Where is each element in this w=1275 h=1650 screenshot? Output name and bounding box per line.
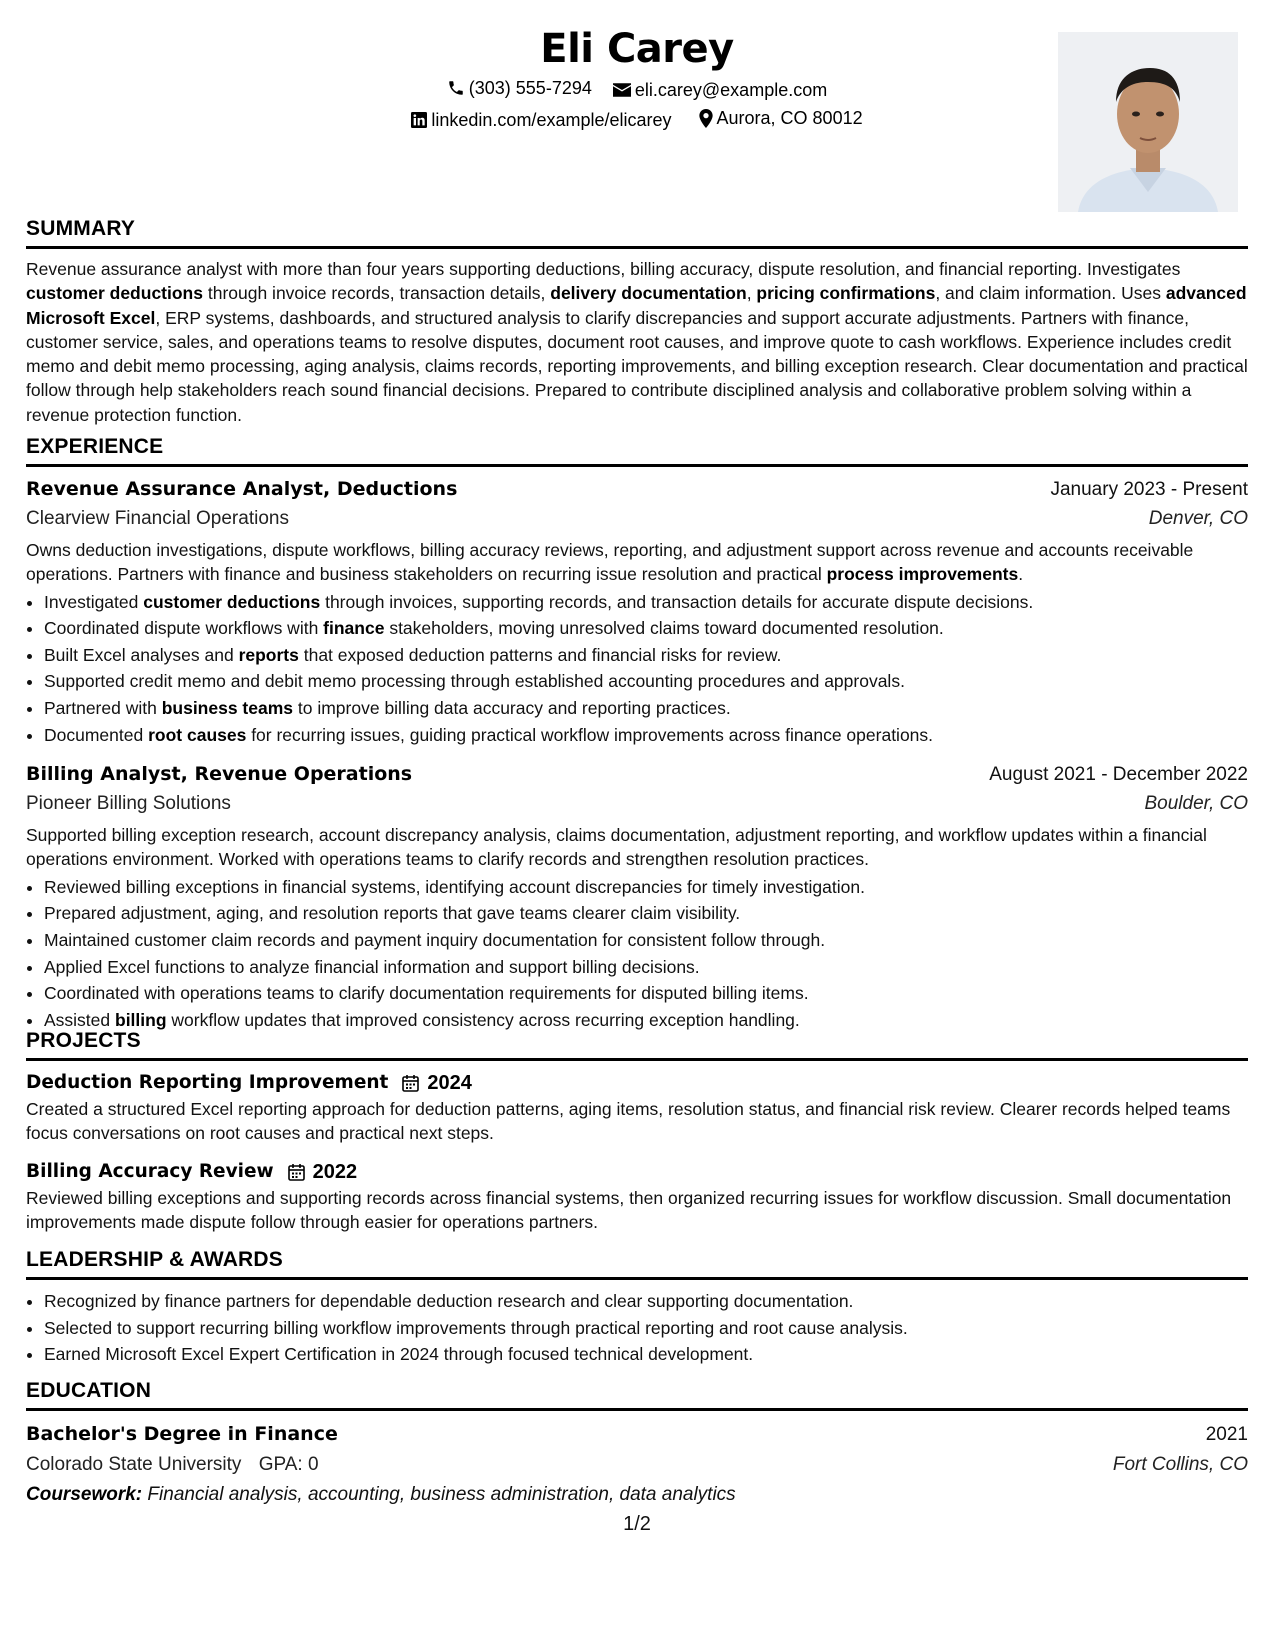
list-item — [44, 927, 1248, 954]
bold-text: business teams — [161, 697, 294, 718]
list-item — [44, 980, 1248, 1007]
text-segment: Investigated — [44, 591, 144, 612]
text-segment: Owns deduction investigations, dispute workflows, billing accuracy reviews, reporting, and adjustment support across revenue and accounts receivable operations. Partners with finance and business stakeholders on recurring issue resolution and practical — [26, 540, 1194, 585]
linkedin-icon — [411, 112, 427, 128]
text-segment: Assisted — [44, 1009, 115, 1030]
coursework-text: Financial analysis, accounting, business administration, data analytics — [147, 1484, 736, 1505]
list-item — [44, 900, 1248, 927]
bold-text: root causes — [148, 724, 247, 745]
project-entry — [26, 1158, 1248, 1235]
text-segment: that exposed deduction patterns and financial risks for review. — [298, 644, 782, 665]
experience-section — [26, 434, 1248, 1033]
job-dates: January 2023 - Present — [1050, 479, 1248, 500]
text-segment: Maintained customer claim records and payment inquiry documentation for consistent follow through. — [44, 929, 826, 950]
text-segment: Prepared adjustment, aging, and resolution reports that gave teams clearer claim visibility. — [44, 903, 741, 924]
location-text: Aurora, CO 80012 — [716, 108, 863, 128]
text-segment: , — [746, 283, 757, 304]
school-name: Colorado State University — [26, 1454, 242, 1475]
summary-section — [26, 216, 1248, 427]
list-item — [44, 695, 1248, 722]
job-entry — [26, 475, 1248, 748]
bold-text: customer deductions — [143, 591, 321, 612]
text-segment: stakeholders, moving unresolved claims toward documented resolution. — [384, 618, 944, 639]
summary-heading: SUMMARY — [26, 216, 1248, 249]
profile-photo — [1058, 32, 1238, 212]
page-number: 1/2 — [623, 1513, 651, 1535]
list-item — [44, 954, 1248, 981]
school-location: Fort Collins, CO — [1112, 1454, 1248, 1475]
text-segment: Supported billing exception research, account discrepancy analysis, claims documentation, adjustment reporting, and workflow updates within a financial operations environment. Worked with operations teams to clarify records and strengthen resolution practices. — [26, 825, 1207, 870]
job-title: Revenue Assurance Analyst, Deductions — [26, 478, 458, 500]
education-heading: EDUCATION — [26, 1378, 1248, 1411]
bold-text: delivery documentation — [550, 283, 747, 304]
text-segment: , and claim information. Uses — [935, 283, 1166, 304]
degree-name: Bachelor's Degree in Finance — [26, 1423, 338, 1445]
text-segment: Partnered with — [44, 697, 162, 718]
bold-text: advanced Microsoft Excel — [26, 283, 1247, 328]
list-item: • Selected to support recurring billing workflow improvements through practical reporting and root cause analysis. — [44, 1315, 1248, 1342]
job-dates: August 2021 - December 2022 — [989, 764, 1248, 786]
list-item — [44, 615, 1248, 642]
job-description — [26, 823, 1248, 872]
text-segment: , ERP systems, dashboards, and structured analysis to clarify discrepancies and support accurate adjustments. Partners with finance, customer service, sales, and operations teams to resolve disputes, document root causes, and improve quote to cash workflows. Experience includes credit memo and debit memo processing, aging analysis, claims records, reporting improvements, and billing exception research. Clear documentation and practical follow through help stakeholders reach sound financial decisions. Prepared to contribute disciplined analysis and collaborative problem solving within a revenue protection function. — [26, 307, 1248, 425]
text-segment: through invoice records, transaction details, — [202, 283, 551, 304]
leadership-section — [26, 1247, 1248, 1368]
job-bullets — [26, 589, 1248, 749]
text-segment: for recurring issues, guiding practical workflow improvements across finance operations. — [246, 724, 934, 745]
bold-text: process improvements — [826, 564, 1019, 585]
coursework-label: Coursework: — [26, 1484, 143, 1505]
text-segment: Supported credit memo and debit memo processing through established accounting procedures and approvals. — [44, 671, 905, 692]
job-location: Boulder, CO — [1144, 793, 1248, 815]
education-section — [26, 1378, 1248, 1510]
project-year: 2022 — [312, 1160, 358, 1183]
text-segment: Reviewed billing exceptions in financial systems, identifying account discrepancies for timely investigation. — [44, 876, 865, 897]
text-segment: Built Excel analyses and — [44, 644, 239, 665]
project-name: Deduction Reporting Improvement — [26, 1072, 389, 1093]
text-segment: Coordinated with operations teams to clarify documentation requirements for disputed billing items. — [44, 983, 809, 1004]
text-segment: Coordinated dispute workflows with — [44, 618, 324, 639]
resume-page — [26, 0, 1248, 1650]
experience-heading: EXPERIENCE — [26, 434, 1248, 467]
candidate-name: Eli Carey — [540, 26, 734, 72]
location-contact — [699, 106, 863, 130]
project-year: 2024 — [427, 1072, 472, 1094]
calendar-icon — [402, 1074, 419, 1092]
text-segment: Applied Excel functions to analyze financial information and support billing decisions. — [44, 956, 700, 977]
company-name: Pioneer Billing Solutions — [26, 793, 231, 815]
map-pin-icon — [699, 109, 713, 128]
bold-text: customer deductions — [26, 283, 203, 304]
bold-text: reports — [238, 644, 299, 665]
project-description: Created a structured Excel reporting approach for deduction patterns, aging items, resolution status, and financial risk review. Clearer records helped teams focus conversations on root causes and practical next steps. — [26, 1099, 1231, 1144]
project-description: Reviewed billing exceptions and supporting records across financial systems, then organized recurring issues for workflow discussion. Small documentation improvements made dispute follow through easier for operations partners. — [26, 1187, 1232, 1232]
phone-text: (303) 555-7294 — [468, 78, 592, 98]
project-name: Billing Accuracy Review — [26, 1160, 274, 1182]
project-entry — [26, 1069, 1248, 1146]
phone-contact — [447, 76, 592, 100]
bold-text: billing — [115, 1009, 167, 1030]
list-item — [44, 668, 1248, 695]
portrait-image — [1058, 32, 1238, 212]
email-text[interactable]: eli.carey@example.com — [634, 80, 828, 100]
envelope-icon — [613, 83, 631, 97]
bold-text: finance — [323, 618, 385, 639]
company-name: Clearview Financial Operations — [26, 508, 289, 529]
bold-text: pricing confirmations — [756, 283, 936, 304]
gpa: GPA: 0 — [258, 1454, 319, 1475]
list-item — [44, 589, 1248, 616]
job-description — [26, 538, 1248, 587]
linkedin-contact[interactable] — [411, 108, 671, 132]
projects-heading: PROJECTS — [26, 1028, 1248, 1061]
email-contact[interactable] — [613, 78, 827, 102]
list-item — [44, 722, 1248, 749]
coursework — [26, 1480, 1248, 1510]
text-segment: to improve billing data accuracy and reporting practices. — [293, 697, 731, 718]
text-segment: through invoices, supporting records, and transaction details for accurate dispute decisions. — [320, 591, 1034, 612]
linkedin-text[interactable]: linkedin.com/example/elicarey — [431, 109, 672, 130]
text-segment: . — [1018, 564, 1024, 585]
list-item — [44, 874, 1248, 901]
text-segment: Revenue assurance analyst with more than four years supporting deductions, billing accuracy, dispute resolution, and financial reporting. Investigates — [26, 259, 1181, 279]
text-segment: workflow updates that improved consistency across recurring exception handling. — [166, 1009, 800, 1030]
leadership-heading: LEADERSHIP & AWARDS — [26, 1247, 1248, 1280]
job-location: Denver, CO — [1148, 508, 1248, 529]
phone-icon — [447, 79, 465, 97]
graduation-year: 2021 — [1205, 1424, 1248, 1445]
text-segment: Documented — [44, 724, 149, 745]
leadership-bullets — [26, 1288, 1248, 1368]
calendar-icon — [288, 1163, 305, 1181]
list-item: • Earned Microsoft Excel Expert Certification in 2024 through focused technical development. — [44, 1341, 1248, 1368]
job-entry — [26, 760, 1248, 1033]
job-title: Billing Analyst, Revenue Operations — [26, 763, 413, 786]
list-item — [44, 642, 1248, 669]
projects-section — [26, 1028, 1248, 1234]
list-item: • Recognized by finance partners for dependable deduction research and clear supporting documentation. — [44, 1288, 1248, 1315]
summary-text — [26, 257, 1248, 427]
job-bullets — [26, 874, 1248, 1034]
